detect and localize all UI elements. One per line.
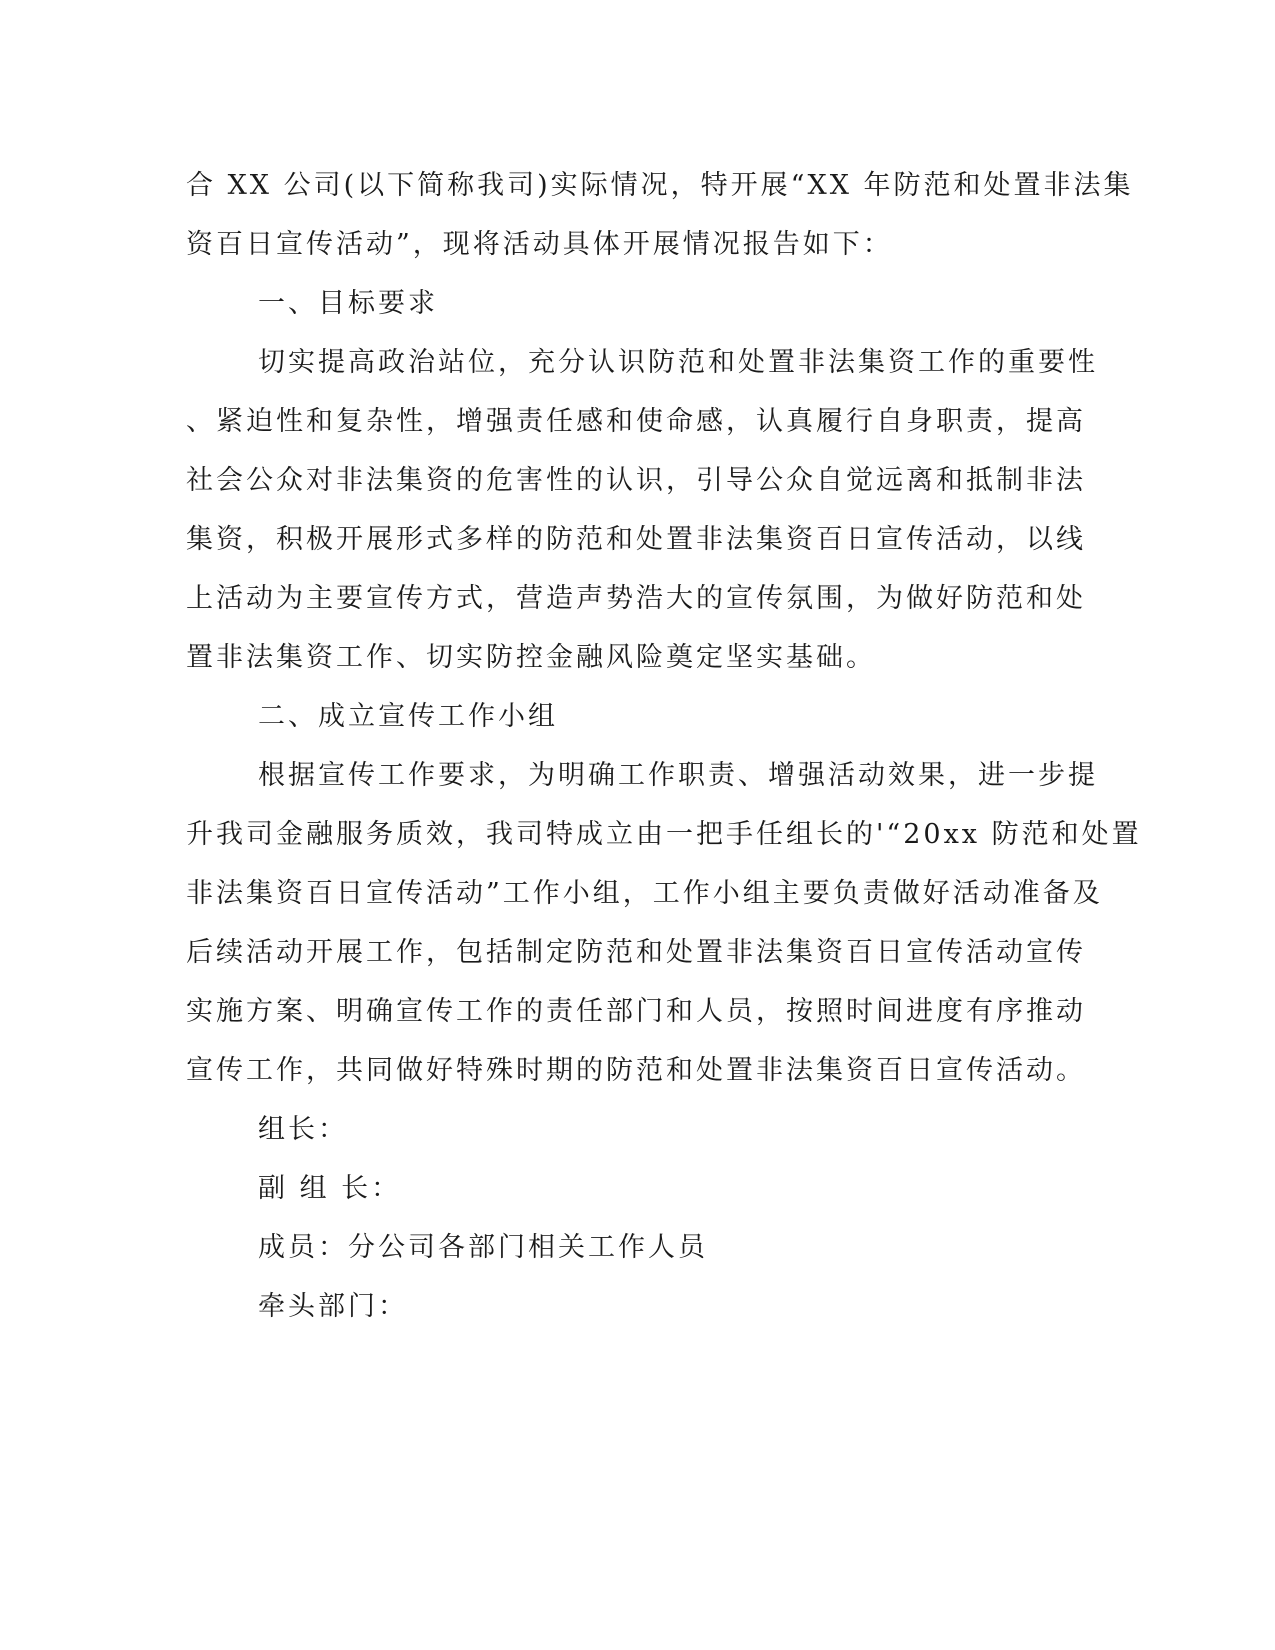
lead-department-label: 牵头部门： [258, 1291, 408, 1322]
paragraph-line: 宣传工作，共同做好特殊时期的防范和处置非法集资百日宣传活动。 [186, 1055, 1086, 1086]
section-heading-goals: 一、目标要求 [258, 288, 438, 319]
paragraph-line: 上活动为主要宣传方式，营造声势浩大的宣传氛围，为做好防范和处 [186, 583, 1086, 614]
paragraph-line: 资百日宣传活动”，现将活动具体开展情况报告如下： [186, 229, 893, 260]
section-heading-team: 二、成立宣传工作小组 [258, 701, 558, 732]
paragraph-line: 、紧迫性和复杂性，增强责任感和使命感，认真履行自身职责，提高 [186, 406, 1086, 437]
paragraph-line: 后续活动开展工作，包括制定防范和处置非法集资百日宣传活动宣传 [186, 937, 1086, 968]
paragraph-line: 合 XX 公司(以下简称我司)实际情况，特开展“XX 年防范和处置非法集 [186, 170, 1134, 201]
team-members-label: 成员：分公司各部门相关工作人员 [258, 1232, 708, 1263]
paragraph-line: 社会公众对非法集资的危害性的认识，引导公众自觉远离和抵制非法 [186, 465, 1086, 496]
paragraph-line: 升我司金融服务质效，我司特成立由一把手任组长的'“20xx 防范和处置 [186, 819, 1142, 850]
paragraph-line: 非法集资百日宣传活动”工作小组，工作小组主要负责做好活动准备及 [186, 878, 1103, 909]
team-leader-label: 组长： [258, 1114, 348, 1145]
paragraph-line: 根据宣传工作要求，为明确工作职责、增强活动效果，进一步提 [258, 760, 1098, 791]
paragraph-line: 集资，积极开展形式多样的防范和处置非法集资百日宣传活动，以线 [186, 524, 1086, 555]
paragraph-line: 实施方案、明确宣传工作的责任部门和人员，按照时间进度有序推动 [186, 996, 1086, 1027]
paragraph-line: 置非法集资工作、切实防控金融风险奠定坚实基础。 [186, 642, 876, 673]
paragraph-line: 切实提高政治站位，充分认识防范和处置非法集资工作的重要性 [258, 347, 1098, 378]
deputy-leader-label: 副 组 长： [258, 1173, 402, 1204]
